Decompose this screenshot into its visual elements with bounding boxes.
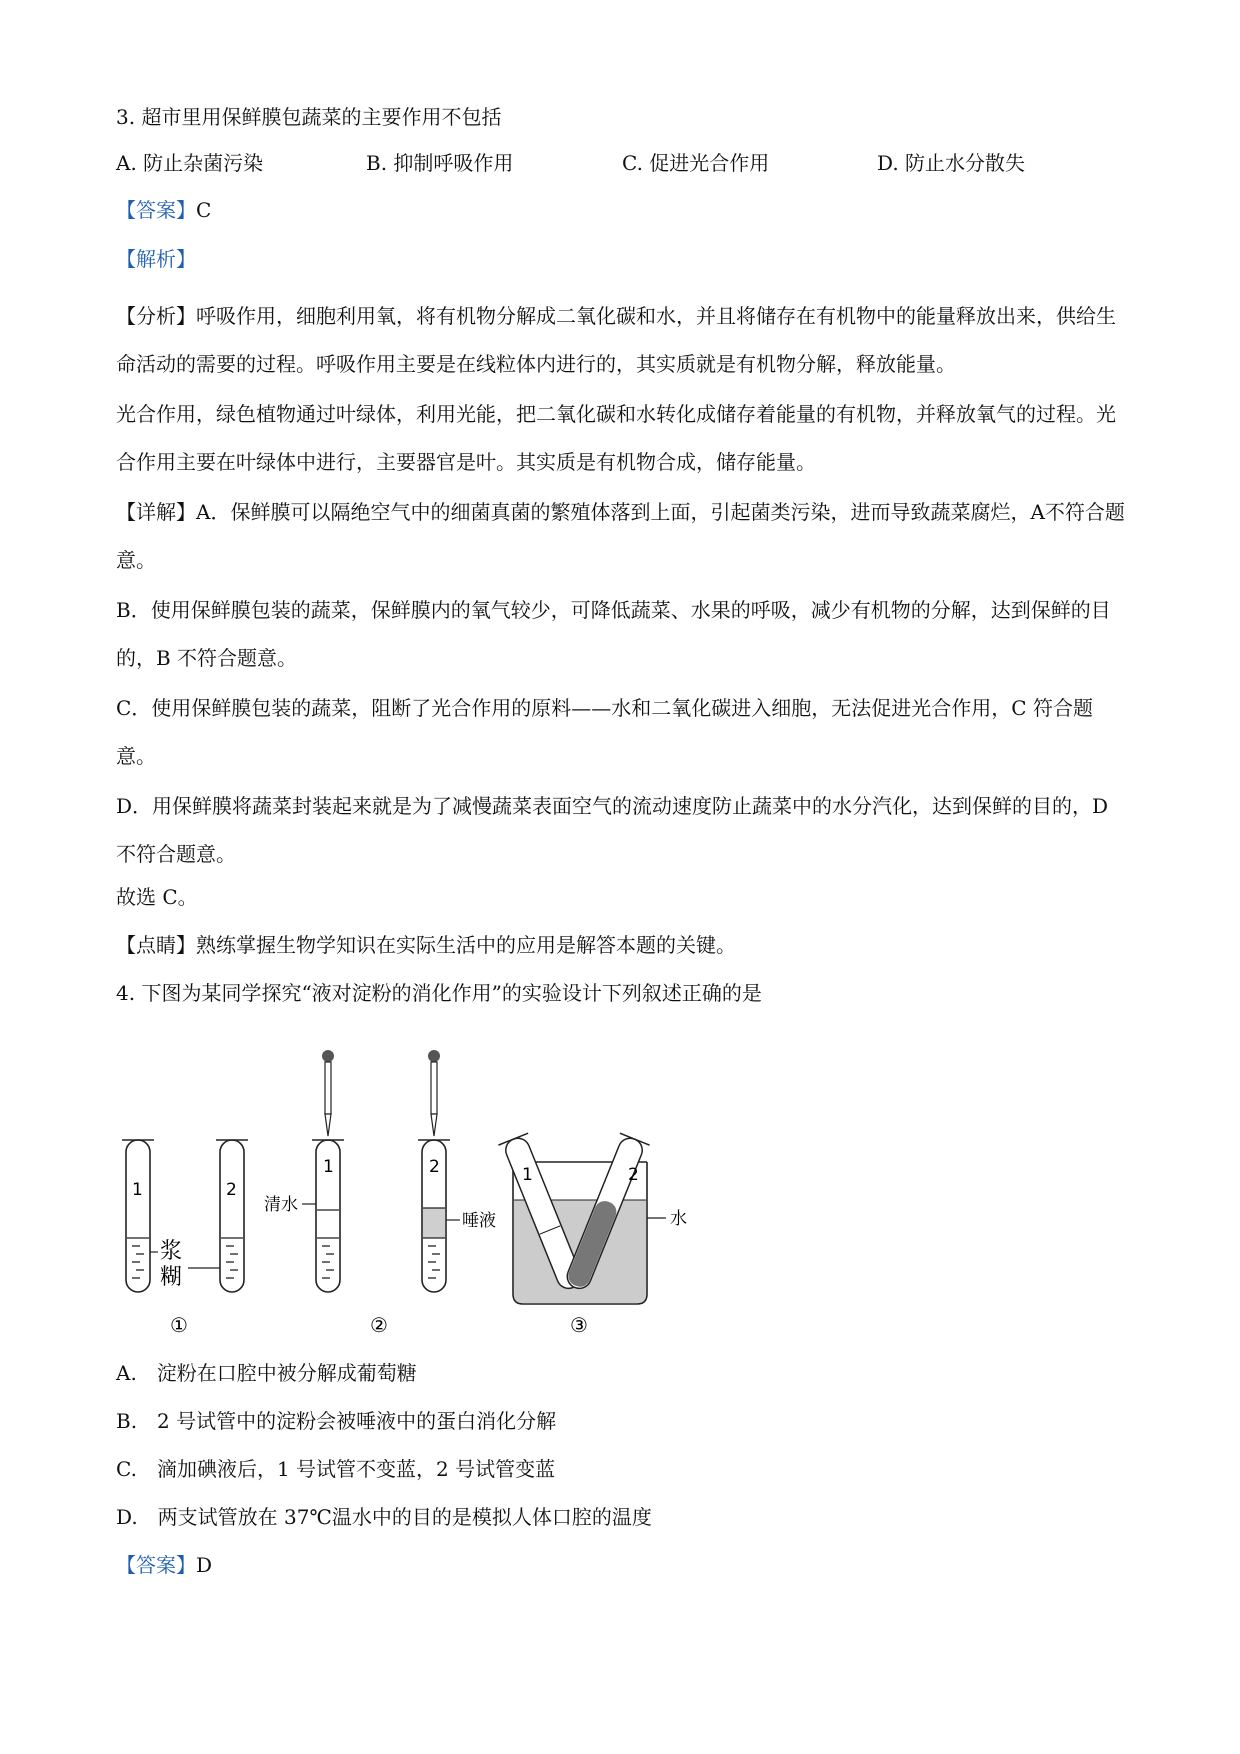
step1-tube-1 (122, 1140, 154, 1292)
q3-option-d: D. 防止水分散失 (877, 151, 1026, 175)
q3-answer (116, 195, 211, 225)
dianjing-label: 【点睛】 (116, 933, 196, 957)
q3-option-a: A. 防止杂菌污染 (116, 151, 264, 175)
q3-detail-a (116, 488, 1132, 584)
saliva-label: 唾液 (462, 1211, 496, 1231)
dianjing-text: 熟练掌握生物学知识在实际生活中的应用是解答本题的关键。 (196, 933, 736, 957)
fenxi-label: 【分析】 (116, 304, 196, 328)
experiment-figure (110, 1040, 750, 1340)
q3-option-b: B. 抑制呼吸作用 (366, 151, 514, 175)
q4-option-b: B. 2 号试管中的淀粉会被唾液中的蛋白消化分解 (116, 1409, 557, 1433)
q3-analysis-label: 【解析】 (116, 247, 196, 271)
bath-tube-number-2: 2 (628, 1165, 639, 1185)
water-label: 清水 (264, 1195, 298, 1215)
paste-label-top: 浆 (160, 1239, 183, 1264)
bath-water-label: 水 (670, 1209, 687, 1229)
q4-answer (116, 1550, 212, 1580)
q3-detail-c: C．使用保鲜膜包装的蔬菜，阻断了光合作用的原料——水和二氧化碳进入细胞，无法促进光合作用，C 符合题意。 (116, 696, 1093, 768)
q3-dianjing (116, 930, 736, 960)
answer-value: C (196, 198, 212, 222)
q3-fenxi-paragraph-1 (116, 292, 1132, 388)
q3-conclusion: 故选 C。 (116, 885, 198, 909)
step3-water-bath (498, 1133, 687, 1304)
q4-option-a: A. 淀粉在口腔中被分解成葡萄糖 (116, 1361, 417, 1385)
detail-a-text: A．保鲜膜可以隔绝空气中的细菌真菌的繁殖体落到上面，引起菌类污染，进而导致蔬菜腐烂，A不符合题意。 (116, 500, 1125, 572)
step2-tube-1 (312, 1050, 344, 1292)
step1-tube-2 (216, 1140, 248, 1292)
xiangjie-label: 【详解】 (116, 500, 196, 524)
paste-label-bottom: 糊 (160, 1265, 183, 1290)
fenxi-text-1: 呼吸作用，细胞利用氧，将有机物分解成二氧化碳和水，并且将储存在有机物中的能量释放出来，供给生命活动的需要的过程。呼吸作用主要是在线粒体内进行的，其实质就是有机物分解，释放能量。 (116, 304, 1116, 376)
q3-option-c: C. 促进光合作用 (622, 151, 770, 175)
tube-number-2: 2 (226, 1180, 237, 1200)
q4-stem: 4. 下图为某同学探究“液对淀粉的消化作用”的实验设计下列叙述正确的是 (116, 981, 762, 1005)
q3-stem: 3. 超市里用保鲜膜包蔬菜的主要作用不包括 (116, 105, 502, 129)
q3-detail-d: D．用保鲜膜将蔬菜封装起来就是为了减慢蔬菜表面空气的流动速度防止蔬菜中的水分汽化，达到保鲜的目的，D 不符合题意。 (116, 794, 1109, 866)
tube-number-1: 1 (132, 1180, 143, 1200)
bath-tube-number-1: 1 (522, 1165, 533, 1185)
q3-fenxi-paragraph-2: 光合作用，绿色植物通过叶绿体，利用光能，把二氧化碳和水转化成储存着能量的有机物，并释放氧气的过程。光合作用主要在叶绿体中进行，主要器官是叶。其实质是有机物合成，储存能量。 (116, 402, 1116, 474)
answer-value: D (196, 1553, 213, 1577)
answer-label: 【答案】 (116, 198, 196, 222)
step2-tube-2 (418, 1050, 450, 1292)
tube-number-1-step2: 1 (323, 1157, 334, 1177)
tube-number-2-step2: 2 (429, 1157, 440, 1177)
step-number-2: ② (370, 1313, 388, 1337)
q4-option-c: C. 滴加碘液后，1 号试管不变蓝，2 号试管变蓝 (116, 1457, 556, 1481)
q4-option-d: D. 两支试管放在 37℃温水中的目的是模拟人体口腔的温度 (116, 1505, 652, 1529)
step-number-1: ① (170, 1313, 188, 1337)
step-number-3: ③ (570, 1313, 588, 1337)
answer-label: 【答案】 (116, 1553, 196, 1577)
q3-detail-b: B．使用保鲜膜包装的蔬菜，保鲜膜内的氧气较少，可降低蔬菜、水果的呼吸，减少有机物的分解，达到保鲜的目的，B 不符合题意。 (116, 598, 1111, 670)
